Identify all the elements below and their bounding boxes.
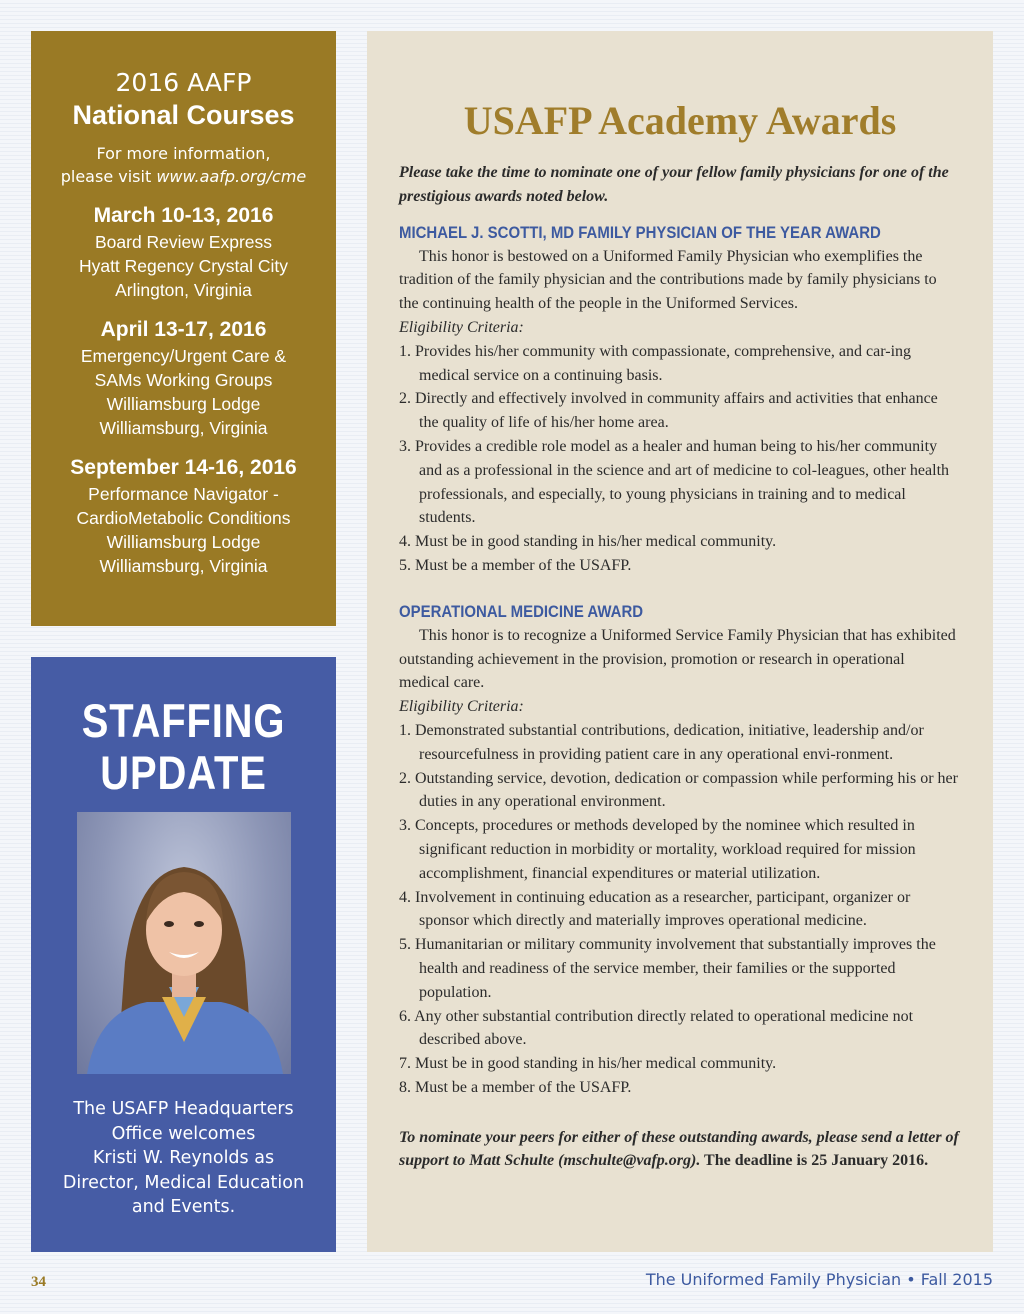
criteria-item: 3. Provides a credible role model as a healer and human being to his/her community and as a professional in the science and art of medicine to col-leagues, other health professionals, and especially, to young physicians in training and to medical students.: [399, 437, 950, 527]
criteria-item: 2. Outstanding service, devotion, dedication or compassion while performing his or her duties in any operational environment.: [399, 769, 958, 811]
course-event: [31, 202, 336, 302]
award1-description: This honor is bestowed on a Uniformed Family Physician who exemplifies the tradition of the family physician and the contributions made by family physicians to the continuing health of the people in the Uniformed Services.: [399, 247, 937, 313]
closing-instructions: To nominate your peers for either of these outstanding awards, please send a letter of support to Matt Schulte (mschulte@vafp.org).: [399, 1128, 959, 1170]
course-line: Performance Navigator -: [88, 484, 279, 504]
staffing-headline-line: UPDATE: [100, 746, 267, 799]
caption-line: Kristi W. Reynolds as: [92, 1148, 275, 1168]
page-number: 34: [31, 1274, 46, 1290]
award1-criteria-list: [399, 340, 959, 578]
portrait-illustration: [77, 812, 291, 1074]
course-line: Arlington, Virginia: [115, 280, 252, 300]
award2-criteria-label: Eligibility Criteria:: [399, 698, 524, 716]
caption-line: and Events.: [131, 1197, 236, 1217]
course-line: SAMs Working Groups: [94, 370, 273, 390]
award1-title: MICHAEL J. SCOTTI, MD FAMILY PHYSICIAN OF THE YEAR AWARD: [399, 222, 881, 242]
criteria-item: 8. Must be a member of the USAFP.: [399, 1078, 632, 1096]
awards-panel: [367, 31, 993, 1252]
award1-criteria-label: Eligibility Criteria:: [399, 318, 524, 336]
criteria-item: 1. Demonstrated substantial contributions, dedication, initiative, leadership and/or resourcefulness in providing patient care in any operational envi-ronment.: [399, 721, 924, 763]
staffing-headline: [54, 695, 313, 799]
caption-line: Office welcomes: [111, 1123, 256, 1144]
courses-info-link-line: [31, 165, 336, 188]
course-line: CardioMetabolic Conditions: [76, 508, 291, 528]
criteria-item: 5. Must be a member of the USAFP.: [399, 556, 632, 574]
courses-info: [31, 142, 336, 188]
staffing-caption: [31, 1097, 336, 1220]
caption-line: Director, Medical Education: [62, 1172, 305, 1193]
course-date: March 10-13, 2016: [93, 204, 274, 227]
course-event: [31, 454, 336, 578]
course-line: Williamsburg Lodge: [106, 532, 261, 552]
criteria-item: 5. Humanitarian or military community involvement that substantially improves the health and readiness of the service member, their families or the supported population.: [399, 936, 936, 1001]
staffing-panel: [31, 657, 336, 1252]
caption-line: The USAFP Headquarters: [73, 1099, 294, 1119]
awards-content: [399, 161, 959, 1173]
publication-footer: The Uniformed Family Physician • Fall 2015: [645, 1270, 993, 1289]
course-line: Emergency/Urgent Care &: [80, 346, 287, 366]
awards-closing: [399, 1126, 959, 1174]
awards-heading: USAFP Academy Awards: [463, 98, 897, 143]
criteria-item: 7. Must be in good standing in his/her medical community.: [399, 1055, 777, 1073]
courses-title: National Courses: [72, 100, 295, 130]
course-line: Williamsburg, Virginia: [99, 418, 268, 438]
courses-info-prefix: please visit: [60, 167, 157, 186]
course-date: April 13-17, 2016: [100, 318, 267, 341]
criteria-item: 1. Provides his/her community with compassionate, comprehensive, and car-ing medical service on a continuing basis.: [399, 342, 912, 384]
courses-panel: [31, 31, 336, 626]
award2-title: OPERATIONAL MEDICINE AWARD: [399, 601, 644, 621]
course-line: Williamsburg, Virginia: [99, 556, 268, 576]
award2-criteria-list: [399, 719, 959, 1100]
courses-url-link[interactable]: www.aafp.org/cme: [156, 167, 307, 186]
criteria-item: 2. Directly and effectively involved in community affairs and activities that enhance the quality of life of his/her home area.: [399, 390, 938, 432]
course-event: [31, 316, 336, 440]
criteria-item: 6. Any other substantial contribution directly related to operational medicine not described above.: [399, 1007, 914, 1049]
criteria-item: 3. Concepts, procedures or methods developed by the nominee which resulted in significant reduction in morbidity or mortality, workload required for mission accomplishment, financial expenditures or material utilization.: [399, 817, 916, 882]
staffing-headline-line: STAFFING: [81, 694, 286, 747]
award2-description: This honor is to recognize a Uniformed Service Family Physician that has exhibited outstanding achievement in the provision, promotion or research in operational medical care.: [399, 626, 956, 692]
course-line: Hyatt Regency Crystal City: [78, 256, 289, 276]
awards-intro: Please take the time to nominate one of your fellow family physicians for one of the prestigious awards noted below.: [399, 164, 949, 205]
closing-deadline: The deadline is 25 January 2016.: [700, 1152, 929, 1170]
courses-title-year: 2016 AAFP: [115, 68, 252, 97]
criteria-item: 4. Involvement in continuing education as a researcher, participant, organizer or sponsor which directly and materially improves operational medicine.: [399, 888, 911, 930]
criteria-item: 4. Must be in good standing in his/her medical community.: [399, 533, 777, 551]
course-date: September 14-16, 2016: [70, 456, 297, 479]
course-line: Williamsburg Lodge: [106, 394, 261, 414]
courses-info-line: For more information,: [96, 144, 271, 163]
course-line: Board Review Express: [94, 232, 273, 252]
staff-portrait-photo: [77, 812, 291, 1074]
